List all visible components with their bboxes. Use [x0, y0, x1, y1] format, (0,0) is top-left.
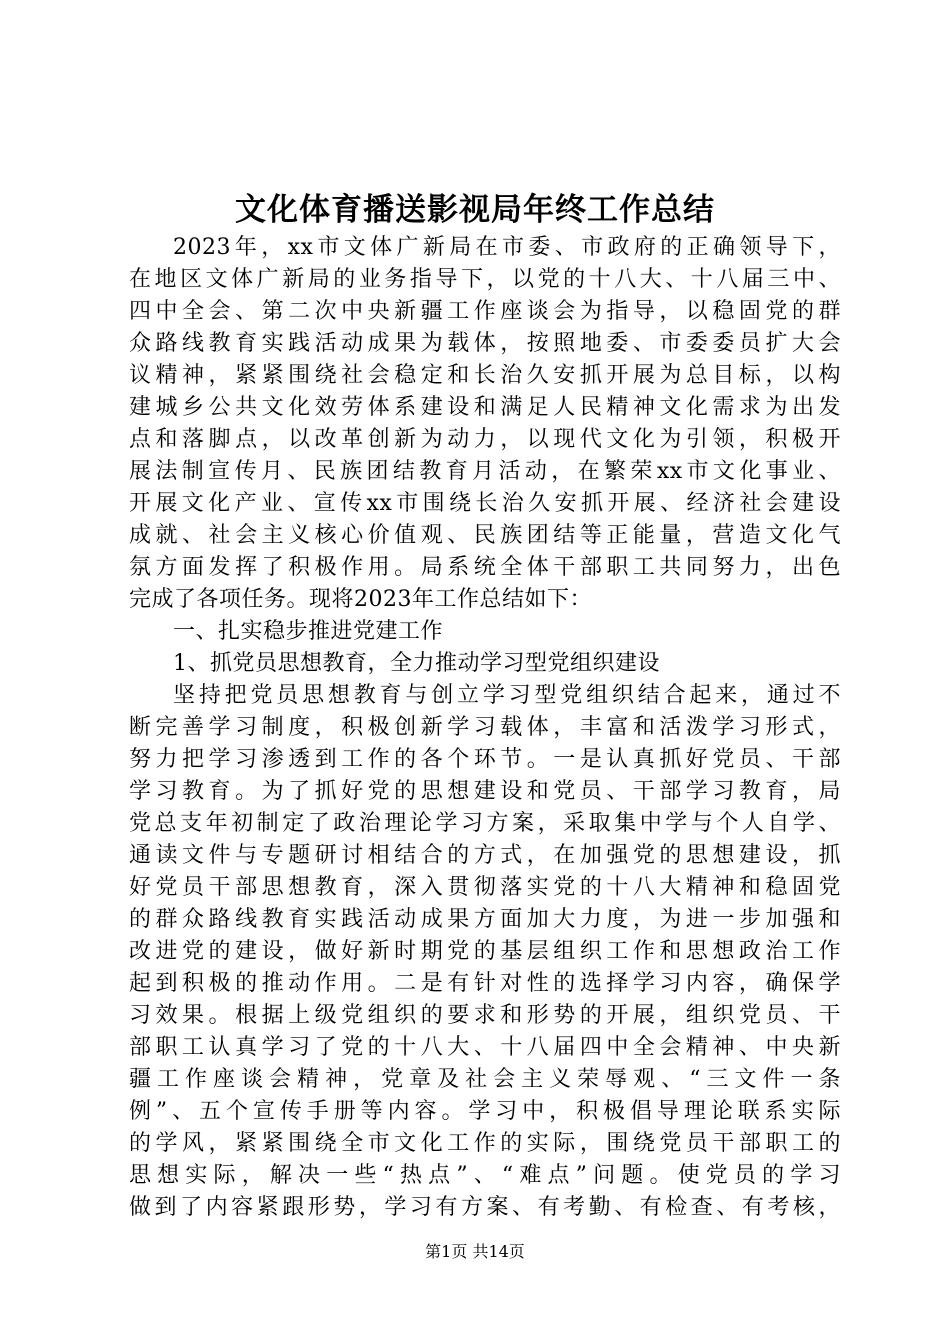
body-line: 起到积极的推动作用。二是有针对性的选择学习内容，确保学 [129, 971, 841, 996]
body-line: 通读文件与专题研讨相结合的方式，在加强党的思想建设，抓 [129, 843, 841, 868]
body-line: 改进党的建设，做好新时期党的基层组织工作和思想政治工作 [129, 939, 841, 964]
body-line: 一、扎实稳步推进党建工作 [173, 619, 444, 644]
body-line: 习效果。根据上级党组织的要求和形势的开展，组织党员、干 [129, 1003, 841, 1028]
body-line: 努力把学习渗透到工作的各个环节。一是认真抓好党员、干部 [129, 747, 841, 772]
body-line: 学习教育。为了抓好党的思想建设和党员、干部学习教育，局 [129, 779, 841, 804]
body-line: 部职工认真学习了党的十八大、十八届四中全会精神、中央新 [129, 1035, 841, 1060]
body-line: 的学风，紧紧围绕全市文化工作的实际，围绕党员干部职工的 [129, 1131, 841, 1156]
body-line: 例”、五个宣传手册等内容。学习中，积极倡导理论联系实际 [129, 1099, 841, 1124]
body-line: 展法制宣传月、民族团结教育月活动，在繁荣xx市文化事业、 [129, 459, 841, 484]
body-line: 完成了各项任务。现将2023年工作总结如下： [129, 587, 592, 612]
page-footer: 第1页 共14页 [425, 1242, 525, 1261]
body-line: 众路线教育实践活动成果为载体，按照地委、市委委员扩大会 [129, 331, 841, 356]
body-line: 疆工作座谈会精神，党章及社会主义荣辱观、“三文件一条 [129, 1067, 841, 1092]
body-line: 思想实际，解决一些“热点”、“难点”问题。使党员的学习 [129, 1163, 841, 1188]
body-line: 氛方面发挥了积极作用。局系统全体干部职工共同努力，出色 [129, 555, 841, 580]
body-line: 做到了内容紧跟形势，学习有方案、有考勤、有检查、有考核， [129, 1195, 841, 1220]
body-line: 1、抓党员思想教育，全力推动学习型党组织建设 [173, 651, 660, 676]
body-line: 议精神，紧紧围绕社会稳定和长治久安抓开展为总目标，以构 [129, 363, 841, 388]
body-line: 四中全会、第二次中央新疆工作座谈会为指导，以稳固党的群 [129, 299, 841, 324]
body-line: 好党员干部思想教育，深入贯彻落实党的十八大精神和稳固党 [129, 875, 841, 900]
body-line: 建城乡公共文化效劳体系建设和满足人民精神文化需求为出发 [129, 395, 841, 420]
body-line: 坚持把党员思想教育与创立学习型党组织结合起来，通过不 [173, 683, 841, 708]
body-line: 的群众路线教育实践活动成果方面加大力度，为进一步加强和 [129, 907, 841, 932]
body-line: 在地区文体广新局的业务指导下，以党的十八大、十八届三中、 [129, 267, 841, 292]
document-body [129, 232, 841, 1224]
body-line: 开展文化产业、宣传xx市围绕长治久安抓开展、经济社会建设 [129, 491, 841, 516]
body-line: 点和落脚点，以改革创新为动力，以现代文化为引领，积极开 [129, 427, 841, 452]
body-line: 成就、社会主义核心价值观、民族团结等正能量，营造文化气 [129, 523, 841, 548]
document-title: 文化体育播送影视局年终工作总结 [235, 192, 715, 228]
body-line: 2023年，xx市文体广新局在市委、市政府的正确领导下， [173, 235, 841, 260]
body-line: 党总支年初制定了政治理论学习方案，采取集中学与个人自学、 [129, 811, 841, 836]
body-line: 断完善学习制度，积极创新学习载体，丰富和活泼学习形式， [129, 715, 841, 740]
